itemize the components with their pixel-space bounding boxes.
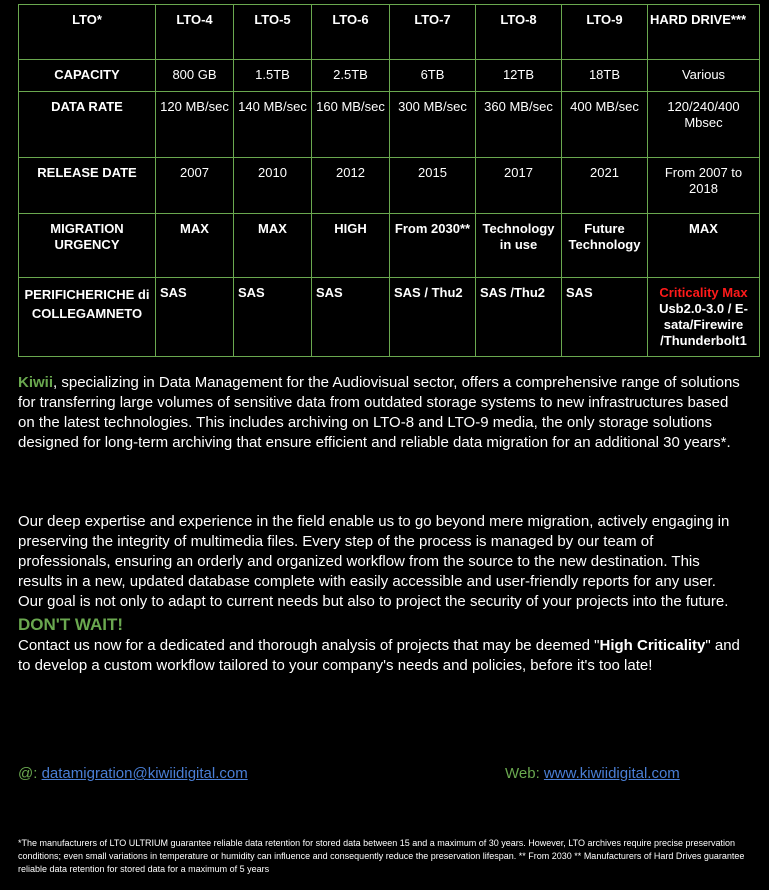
table-cell: 120/240/400 Mbsec (648, 92, 760, 158)
row-label-release-date: RELEASE DATE (19, 158, 156, 214)
intro-text: , specializing in Data Management for the Audiovisual sector, offers a comprehensive range of solutions for transferring large volumes of sensitive data from outdated storage systems to new infrastructures based on the latest technologies. This includes archiving on LTO-8 and LTO-9 media, the only storage solutions designed for long-term archiving that ensure efficient and reliable data migration for an additional 30 years*. (18, 374, 740, 451)
intro-paragraph (18, 373, 748, 453)
header-corner: LTO* (19, 5, 156, 60)
header-hard-drive: HARD DRIVE*** (648, 5, 760, 60)
expertise-section (18, 512, 748, 676)
table-cell: 18TB (562, 60, 648, 92)
table-cell: HIGH (312, 214, 390, 278)
table-cell: 2.5TB (312, 60, 390, 92)
row-label-migration-urgency: MIGRATION URGENCY (19, 214, 156, 278)
email-contact (18, 764, 248, 784)
header-lto8: LTO-8 (476, 5, 562, 60)
web-label: Web: (505, 765, 540, 782)
table-cell: SAS (234, 278, 312, 357)
footnote: *The manufacturers of LTO ULTRIUM guarantee reliable data retention for stored data between 15 and a maximum of 30 years. However, LTO archives require precise preservation conditions; even small variations in temperature or humidity can influence and consequently reduce the preservation lifespan. ** From 2030 ** Manufacturers of Hard Drives guarantee reliable data retention for stored data for a maximum of 5 years (18, 838, 745, 874)
cta-heading: DON'T WAIT! (18, 615, 124, 634)
header-lto4: LTO-4 (156, 5, 234, 60)
table-row (19, 92, 760, 158)
table-row (19, 158, 760, 214)
table-cell: SAS (312, 278, 390, 357)
table-cell: Technology in use (476, 214, 562, 278)
table-cell: MAX (648, 214, 760, 278)
table-cell: SAS (562, 278, 648, 357)
table-row (19, 60, 760, 92)
web-contact (505, 764, 680, 784)
row-label-capacity: CAPACITY (19, 60, 156, 92)
table-cell: From 2030** (390, 214, 476, 278)
table-cell: 2012 (312, 158, 390, 214)
table-row (19, 278, 760, 357)
table-cell: 140 MB/sec (234, 92, 312, 158)
table-cell: From 2007 to 2018 (648, 158, 760, 214)
table-cell: 6TB (390, 60, 476, 92)
expertise-paragraph: Our deep expertise and experience in the field enable us to go beyond mere migration, actively engaging in preserving the integrity of multimedia files. Every step of the process is managed by our team of professionals, ensuring an orderly and organized workflow from the source to the new destination. This results in a new, updated database complete with easily accessible and user-friendly reports for any user. (18, 513, 730, 590)
table-cell: Various (648, 60, 760, 92)
brand-name: Kiwii (18, 374, 54, 391)
interfaces-label: Usb2.0-3.0 / E-sata/Firewire /Thunderbolt1 (659, 301, 748, 348)
table-cell: Future Technology (562, 214, 648, 278)
cta-bold: High Criticality (599, 637, 706, 654)
table-cell: SAS /Thu2 (476, 278, 562, 357)
email-label: @: (18, 765, 38, 782)
table-cell: 2017 (476, 158, 562, 214)
table-cell: 2015 (390, 158, 476, 214)
email-link[interactable]: datamigration@kiwiidigital.com (41, 765, 248, 782)
table-cell: 800 GB (156, 60, 234, 92)
row-label-peripherals: PERIFICHERICHE di COLLEGAMNETO (19, 278, 156, 357)
table-cell: 300 MB/sec (390, 92, 476, 158)
table-cell: 1.5TB (234, 60, 312, 92)
table-cell: SAS / Thu2 (390, 278, 476, 357)
table-cell-hard-drive-interfaces (648, 278, 760, 357)
table-cell: 2007 (156, 158, 234, 214)
cta-text-end: " and to develop a custom workflow tailored to your company's needs and policies, before it's too late! (18, 637, 740, 674)
header-lto7: LTO-7 (390, 5, 476, 60)
table-cell: 120 MB/sec (156, 92, 234, 158)
criticality-label: Criticality Max (659, 285, 748, 300)
table-cell: MAX (234, 214, 312, 278)
lto-comparison-table (18, 4, 760, 357)
header-row (19, 5, 760, 60)
table-cell: 2021 (562, 158, 648, 214)
table-row (19, 214, 760, 278)
goal-paragraph: Our goal is not only to adapt to current needs but also to project the security of your projects into the future. (18, 593, 729, 610)
table-cell: 160 MB/sec (312, 92, 390, 158)
table-cell: SAS (156, 278, 234, 357)
table-cell: 2010 (234, 158, 312, 214)
table-cell: 360 MB/sec (476, 92, 562, 158)
table-cell: 400 MB/sec (562, 92, 648, 158)
header-lto6: LTO-6 (312, 5, 390, 60)
header-lto9: LTO-9 (562, 5, 648, 60)
table-cell: 12TB (476, 60, 562, 92)
table-cell: MAX (156, 214, 234, 278)
header-lto5: LTO-5 (234, 5, 312, 60)
cta-text-start: Contact us now for a dedicated and thorough analysis of projects that may be deemed " (18, 637, 600, 654)
web-link[interactable]: www.kiwiidigital.com (543, 765, 680, 782)
row-label-data-rate: DATA RATE (19, 92, 156, 158)
